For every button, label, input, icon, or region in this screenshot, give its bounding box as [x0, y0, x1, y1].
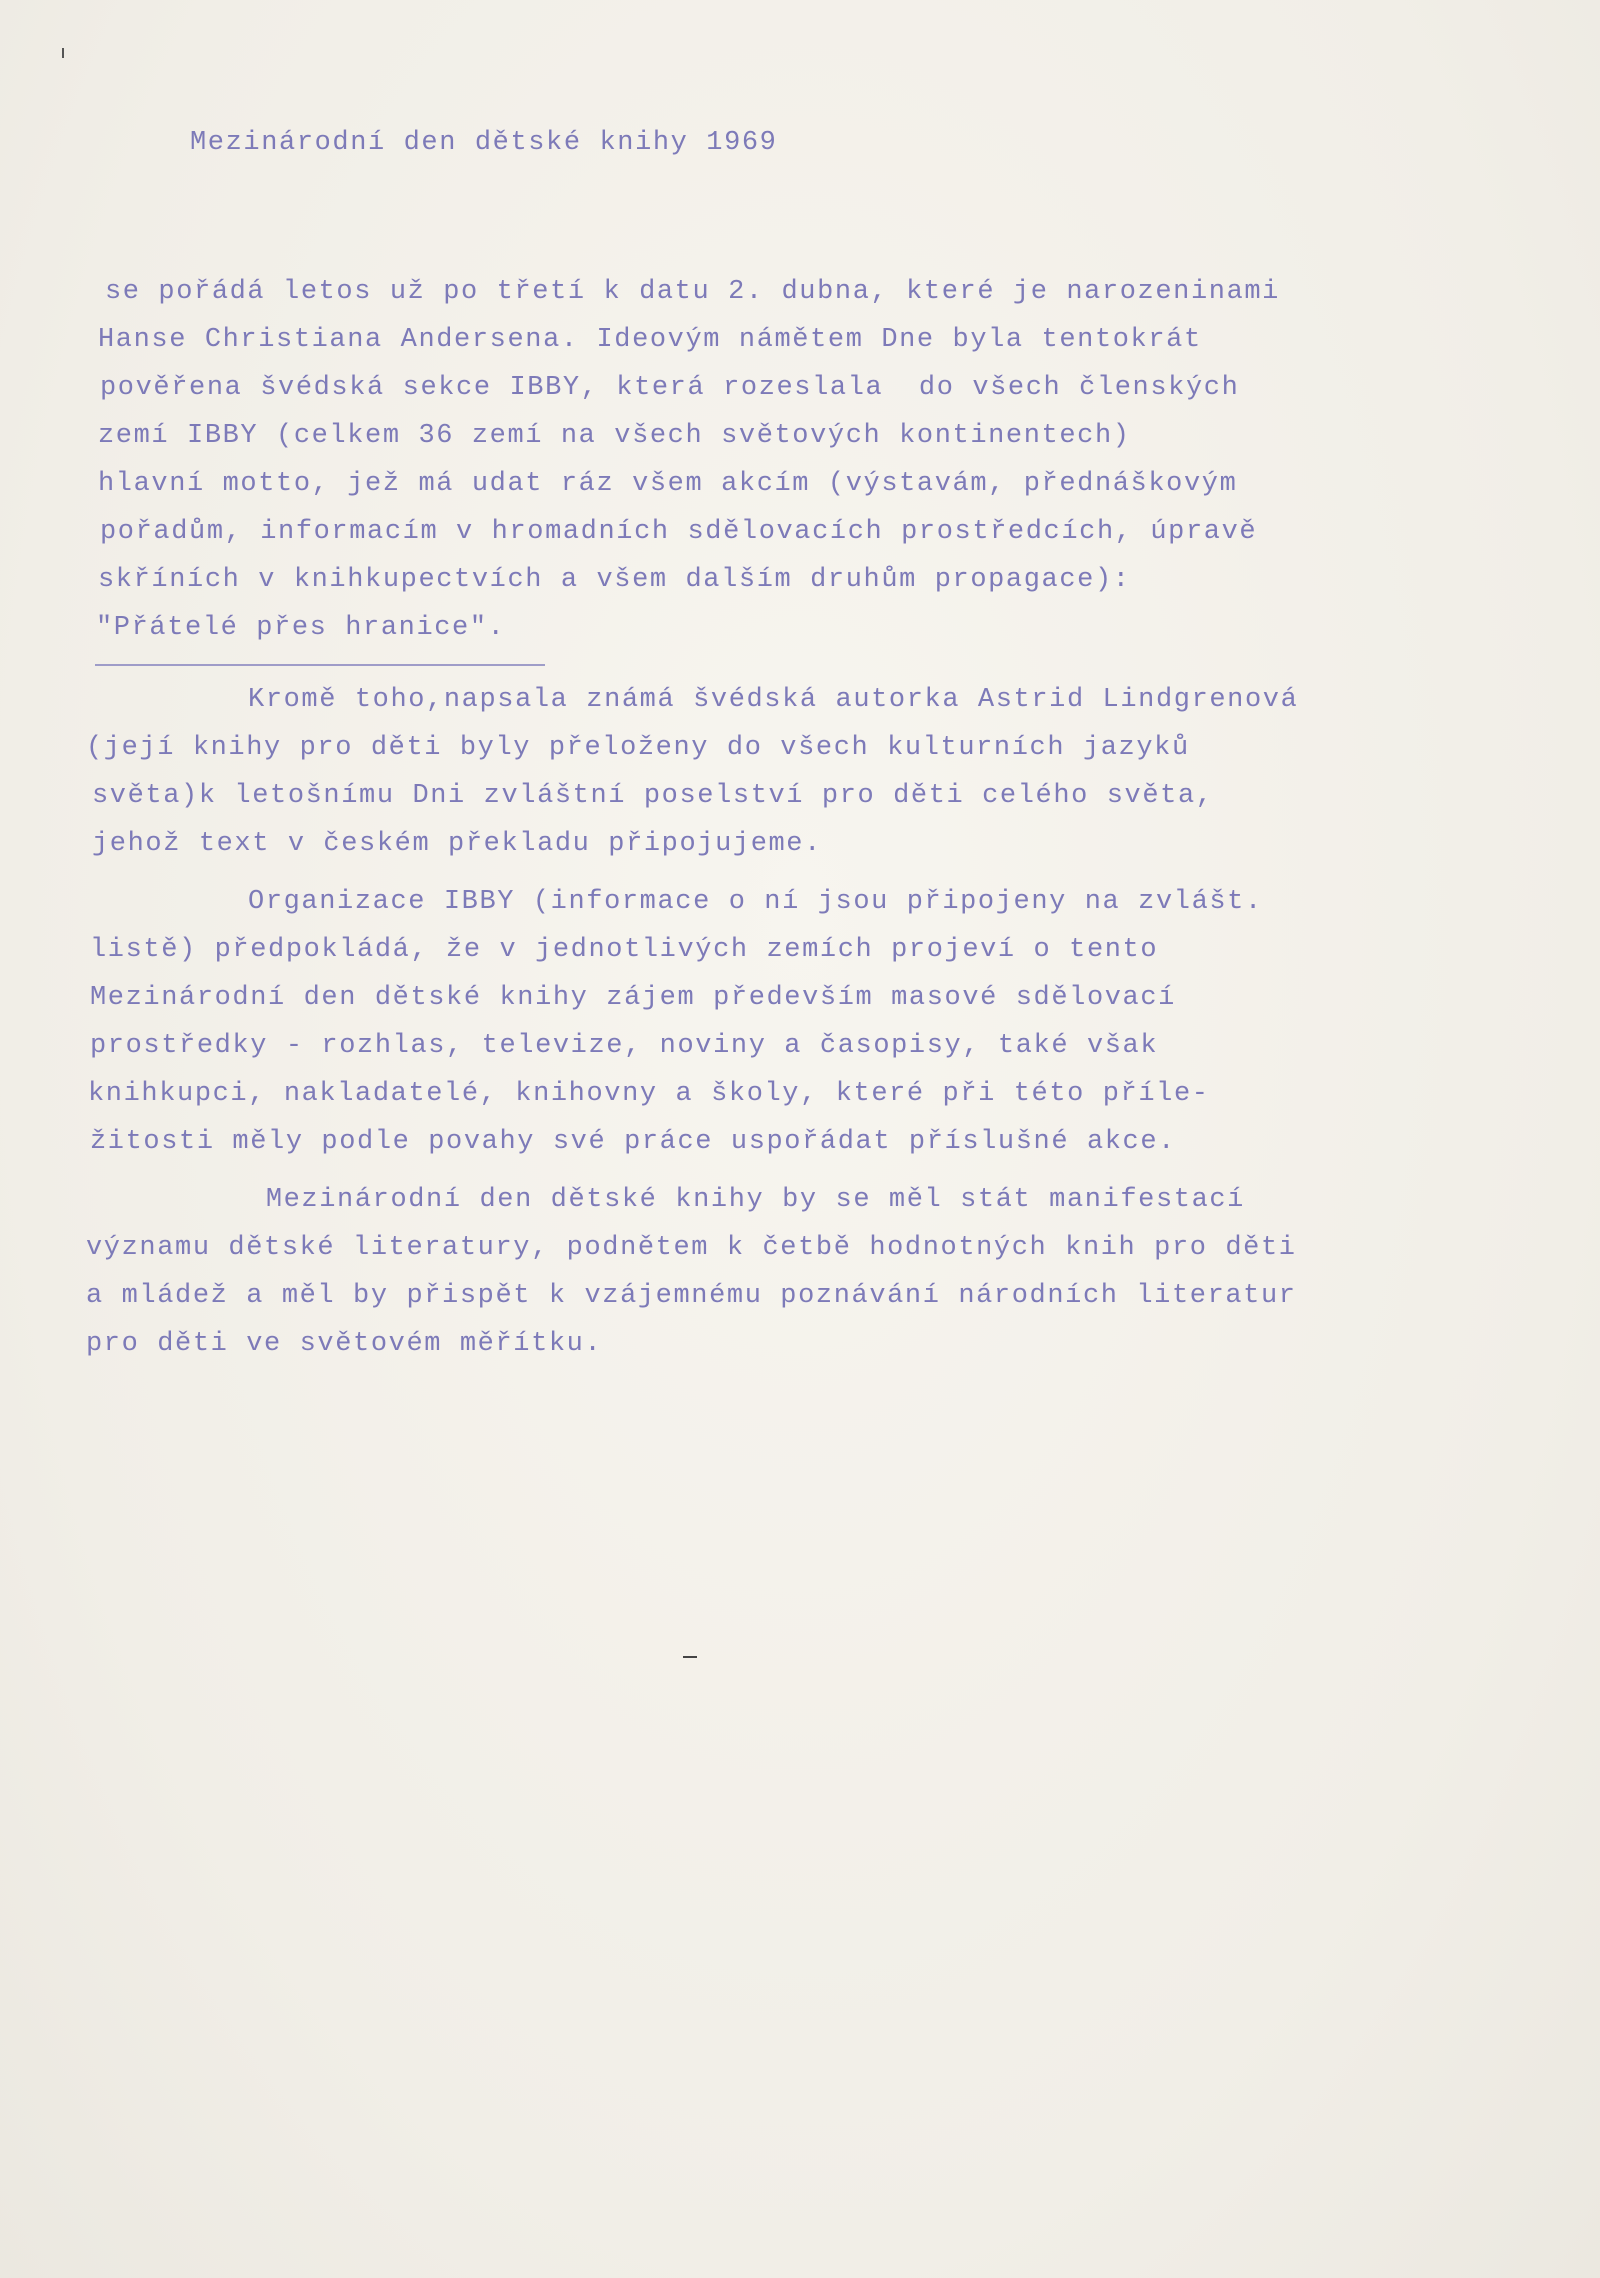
- text-line: a mládež a měl by přispět k vzájemnému poznávání národních literatur: [86, 1281, 1297, 1311]
- text-line: Mezinárodní den dětské knihy zájem především masové sdělovací: [90, 983, 1176, 1013]
- text-line: Organizace IBBY (informace o ní jsou připojeny na zvlášt.: [70, 887, 1263, 917]
- text-line: jehož text v českém překladu připojujeme.: [92, 829, 822, 859]
- text-line: světa)k letošnímu Dni zvláštní poselství pro děti celého světa,: [92, 781, 1214, 811]
- text-line: zemí IBBY (celkem 36 zemí na všech světových kontinentech): [98, 421, 1131, 451]
- text-line: významu dětské literatury, podnětem k četbě hodnotných knih pro děti: [86, 1233, 1297, 1263]
- document-title: Mezinárodní den dětské knihy 1969: [190, 128, 778, 158]
- pencil-mark: [62, 48, 64, 58]
- text-line: listě) předpokládá, že v jednotlivých zemích projeví o tento: [90, 935, 1159, 965]
- text-line: knihkupci, nakladatelé, knihovny a školy, které při této příle-: [88, 1079, 1210, 1109]
- text-line: hlavní motto, jež má udat ráz všem akcím (výstavám, přednáškovým: [98, 469, 1238, 499]
- text-line: žitosti měly podle povahy své práce uspořádat příslušné akce.: [90, 1127, 1176, 1157]
- text-line: prostředky - rozhlas, televize, noviny a časopisy, také však: [90, 1031, 1159, 1061]
- text-line: Hanse Christiana Andersena. Ideovým námětem Dne byla tentokrát: [98, 325, 1202, 355]
- stray-mark: [683, 1656, 697, 1658]
- text-line: pořadům, informacím v hromadních sdělovacích prostředcích, úpravě: [100, 517, 1258, 547]
- text-line: skříních v knihkupectvích a všem dalším druhům propagace):: [98, 565, 1131, 595]
- text-line: pro děti ve světovém měřítku.: [86, 1329, 603, 1359]
- text-line: "Přátelé přes hranice".: [96, 613, 506, 643]
- text-line: Kromě toho,napsala známá švédská autorka Astrid Lindgrenová: [70, 685, 1299, 715]
- title-motto-underline: [95, 664, 545, 666]
- text-line: (její knihy pro děti byly přeloženy do všech kulturních jazyků: [86, 733, 1190, 763]
- text-line: se pořádá letos už po třetí k datu 2. dubna, které je narozeninami: [105, 277, 1280, 307]
- text-line: Mezinárodní den dětské knihy by se měl stát manifestací: [70, 1185, 1245, 1215]
- text-line: pověřena švédská sekce IBBY, která rozeslala do všech členských: [100, 373, 1240, 403]
